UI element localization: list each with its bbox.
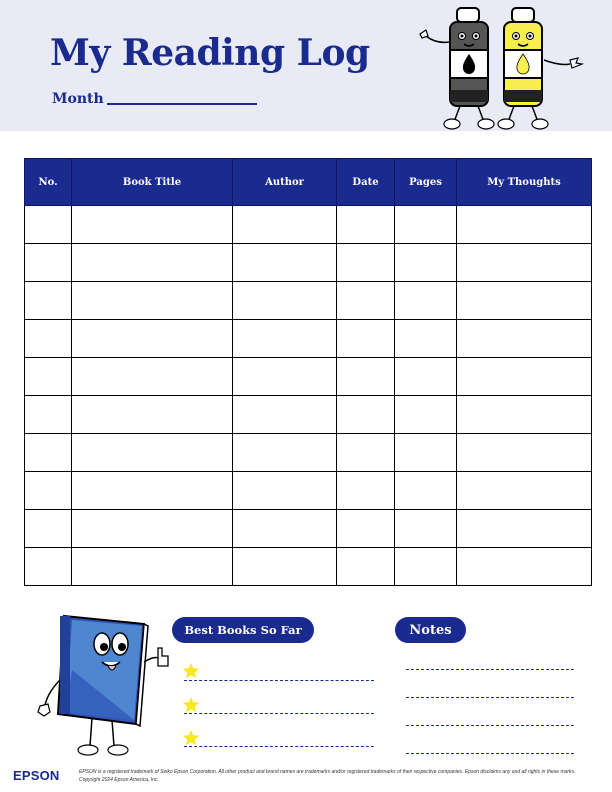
best-books-label: Best Books So Far bbox=[172, 617, 314, 643]
ink-bottle-mascots bbox=[414, 4, 584, 132]
cell-my-thoughts[interactable] bbox=[457, 244, 592, 282]
notes-label: Notes bbox=[395, 617, 466, 643]
cell-date[interactable] bbox=[337, 434, 395, 472]
table-row bbox=[25, 510, 592, 548]
cell-pages[interactable] bbox=[395, 510, 457, 548]
table-row bbox=[25, 548, 592, 586]
cell-pages[interactable] bbox=[395, 206, 457, 244]
col-header-my-thoughts: My Thoughts bbox=[457, 159, 592, 206]
cell-book-title[interactable] bbox=[72, 396, 233, 434]
col-header-author: Author bbox=[233, 159, 337, 206]
cell-book-title[interactable] bbox=[72, 206, 233, 244]
cell-author[interactable] bbox=[233, 396, 337, 434]
cell-date[interactable] bbox=[337, 548, 395, 586]
cell-author[interactable] bbox=[233, 510, 337, 548]
cell-no[interactable] bbox=[25, 320, 72, 358]
cell-no[interactable] bbox=[25, 434, 72, 472]
cell-date[interactable] bbox=[337, 510, 395, 548]
cell-no[interactable] bbox=[25, 206, 72, 244]
cell-date[interactable] bbox=[337, 244, 395, 282]
cell-book-title[interactable] bbox=[72, 434, 233, 472]
notes-line-1[interactable] bbox=[406, 669, 574, 670]
col-header-book-title: Book Title bbox=[72, 159, 233, 206]
reading-log-table bbox=[24, 158, 592, 586]
table-row bbox=[25, 206, 592, 244]
cell-my-thoughts[interactable] bbox=[457, 434, 592, 472]
star-icon bbox=[182, 729, 200, 746]
footer-legal bbox=[79, 768, 611, 784]
cell-no[interactable] bbox=[25, 510, 72, 548]
star-icon bbox=[182, 662, 200, 679]
cell-my-thoughts[interactable] bbox=[457, 548, 592, 586]
table-row bbox=[25, 472, 592, 510]
table-row bbox=[25, 320, 592, 358]
cell-no[interactable] bbox=[25, 358, 72, 396]
cell-author[interactable] bbox=[233, 206, 337, 244]
cell-book-title[interactable] bbox=[72, 320, 233, 358]
cell-my-thoughts[interactable] bbox=[457, 282, 592, 320]
cell-author[interactable] bbox=[233, 282, 337, 320]
cell-author[interactable] bbox=[233, 434, 337, 472]
cell-pages[interactable] bbox=[395, 434, 457, 472]
col-header-date: Date bbox=[337, 159, 395, 206]
book-mascot-icon bbox=[36, 610, 181, 762]
notes-line-2[interactable] bbox=[406, 697, 574, 698]
cell-pages[interactable] bbox=[395, 358, 457, 396]
cell-date[interactable] bbox=[337, 282, 395, 320]
cell-pages[interactable] bbox=[395, 244, 457, 282]
cell-date[interactable] bbox=[337, 206, 395, 244]
cell-book-title[interactable] bbox=[72, 548, 233, 586]
cell-date[interactable] bbox=[337, 396, 395, 434]
cell-my-thoughts[interactable] bbox=[457, 320, 592, 358]
cell-pages[interactable] bbox=[395, 320, 457, 358]
epson-logo: EPSON bbox=[13, 768, 60, 783]
footer-legal-line-2: Copyright 2024 Epson America, Inc. bbox=[79, 777, 159, 783]
cell-my-thoughts[interactable] bbox=[457, 358, 592, 396]
star-icon bbox=[182, 696, 200, 713]
cell-book-title[interactable] bbox=[72, 510, 233, 548]
table-row bbox=[25, 434, 592, 472]
cell-my-thoughts[interactable] bbox=[457, 510, 592, 548]
notes-line-3[interactable] bbox=[406, 725, 574, 726]
ink-bottle-black-icon bbox=[444, 8, 494, 129]
cell-no[interactable] bbox=[25, 396, 72, 434]
cell-pages[interactable] bbox=[395, 282, 457, 320]
best-book-line-1[interactable] bbox=[184, 680, 374, 681]
table-row bbox=[25, 396, 592, 434]
cell-author[interactable] bbox=[233, 244, 337, 282]
table-header-row bbox=[25, 159, 592, 206]
cell-author[interactable] bbox=[233, 320, 337, 358]
cell-author[interactable] bbox=[233, 358, 337, 396]
cell-no[interactable] bbox=[25, 244, 72, 282]
cell-my-thoughts[interactable] bbox=[457, 206, 592, 244]
notes-line-4[interactable] bbox=[406, 753, 574, 754]
cell-no[interactable] bbox=[25, 548, 72, 586]
cell-book-title[interactable] bbox=[72, 244, 233, 282]
best-book-line-3[interactable] bbox=[184, 746, 374, 747]
cell-pages[interactable] bbox=[395, 396, 457, 434]
cell-author[interactable] bbox=[233, 548, 337, 586]
month-label: Month bbox=[52, 91, 104, 107]
cell-pages[interactable] bbox=[395, 472, 457, 510]
cell-date[interactable] bbox=[337, 358, 395, 396]
cell-book-title[interactable] bbox=[72, 358, 233, 396]
page-title: My Reading Log bbox=[50, 32, 370, 74]
table-row bbox=[25, 244, 592, 282]
cell-date[interactable] bbox=[337, 320, 395, 358]
cell-my-thoughts[interactable] bbox=[457, 396, 592, 434]
table-row bbox=[25, 358, 592, 396]
month-input-line[interactable] bbox=[107, 103, 257, 105]
table-body bbox=[25, 206, 592, 586]
footer-legal-line-1: EPSON is a registered trademark of Seiko Epson Corporation. All other product and brand names are trademarks and/or registered trademarks of their respective companies. Epson disclaims any and all rights in these marks. bbox=[79, 769, 576, 775]
cell-book-title[interactable] bbox=[72, 282, 233, 320]
cell-pages[interactable] bbox=[395, 548, 457, 586]
cell-no[interactable] bbox=[25, 472, 72, 510]
cell-author[interactable] bbox=[233, 472, 337, 510]
cell-no[interactable] bbox=[25, 282, 72, 320]
cell-date[interactable] bbox=[337, 472, 395, 510]
col-header-pages: Pages bbox=[395, 159, 457, 206]
table-row bbox=[25, 282, 592, 320]
col-header-no: No. bbox=[25, 159, 72, 206]
cell-my-thoughts[interactable] bbox=[457, 472, 592, 510]
cell-book-title[interactable] bbox=[72, 472, 233, 510]
best-book-line-2[interactable] bbox=[184, 713, 374, 714]
ink-bottle-yellow-icon bbox=[498, 8, 548, 129]
